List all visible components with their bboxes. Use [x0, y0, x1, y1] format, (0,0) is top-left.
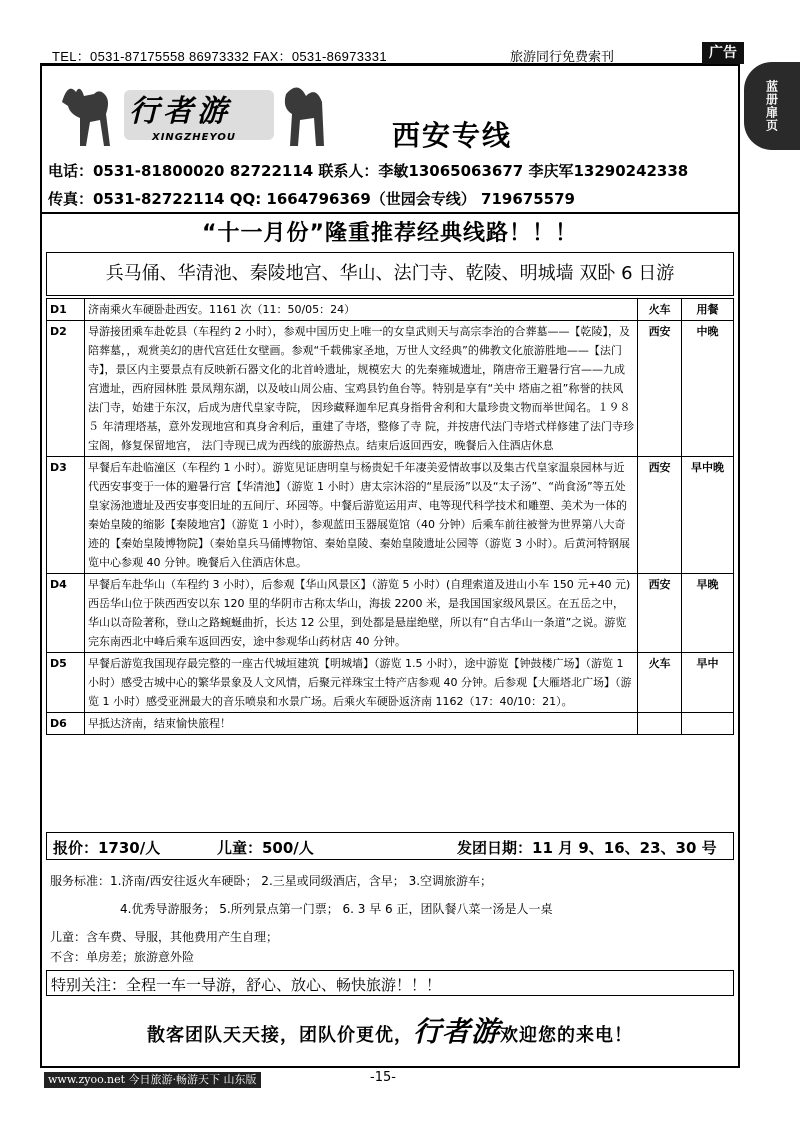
day-location: 火车 [638, 653, 682, 713]
table-row [47, 713, 734, 735]
footer [40, 1070, 740, 1090]
ad-label: 广告 [702, 42, 744, 64]
day-description: 早餐后车赴华山（车程约 3 小时），后参观【华山风景区】（游览 5 小时）(自理索道及进山小车 150 元+40 元)西岳华山位于陕西西安以东 120 里的华阴市古称太华山，海拔 2200 米，是我国国家级风景区。在五岳之中，华山以奇险著称，登山之路蜿蜒曲折，长达 12 公里，到处都是悬崖绝壁，所以有“自古华山一条道”之说。游览完东南西北中峰后乘车返回西安，途中参观华山药材店 40 分钟。 [84, 574, 637, 653]
contact-row-fax: 传真：0531-82722114 QQ: 1664796369（世园会专线） 719675579 [48, 190, 575, 208]
contact-row-phone: 电话：0531-81800020 82722114 联系人：李敏13065063677 李庆军13290242338 [48, 162, 689, 180]
slogan-part1: 散客团队天天接，团队价更优， [146, 1025, 413, 1046]
special-note: 特别关注：全程一车一导游，舒心、放心、畅快旅游！！！ [46, 970, 734, 996]
service-standard-line2: 4.优秀导游服务； 5.所列景点第一门票； 6. 3 早 6 正，团队餐八菜一汤是人一桌 [120, 902, 553, 916]
tour-title: 兵马俑、华清池、秦陵地宫、华山、法门寺、乾陵、明城墙 双卧 6 日游 [46, 252, 734, 296]
top-slogan: 旅游同行免费索刊 [510, 49, 615, 64]
table-row [47, 299, 734, 321]
day-description: 早餐后车赴临潼区（车程约 1 小时）。游览见证唐明皇与杨贵妃千年凄美爱情故事以及集古代皇家温泉园林与近代西安事变于一体的避暑行宫【华清池】（游览 1 小时）唐太宗沐浴的“星辰汤”以及“太子汤”、“尚食汤”等五处皇家汤池遗址及西安事变旧址的五间厅、环园等。中餐后游览运用声、电等现代科学技术和雕塑、美术为一体的秦始皇陵的缩影【秦陵地宫】（游览 1 小时），参观蓝田玉器展览馆（40 分钟）后乘车前往被誉为世界第八大奇迹的【秦始皇陵博物院】（秦始皇兵马俑博物馆、秦始皇陵、秦始皇陵遗址公园等（游览 3 小时）。后黄河特钢展览中心参观 40 分钟。晚餐后入住酒店休息。 [84, 457, 637, 574]
day-label: D2 [47, 321, 85, 457]
top-contact-text: TEL：0531-87175558 86973332 FAX：0531-86973331 [52, 49, 387, 64]
logo-subtext: XINGZHEYOU [152, 132, 236, 143]
day-location: 西安 [638, 321, 682, 457]
line-title: 西安专线 [392, 119, 513, 152]
logo-text: 行者游 [129, 94, 231, 129]
day-meals: 中晚 [682, 321, 734, 457]
headline: “十一月份”隆重推荐经典线路！！！ [202, 221, 578, 246]
day-description: 早抵达济南，结束愉快旅程！ [84, 713, 637, 735]
table-row [47, 457, 734, 574]
day-label: D3 [47, 457, 85, 574]
child-note: 儿童：含车费、导服，其他费用产生自理； [50, 930, 279, 944]
day-label: D1 [47, 299, 85, 321]
column-header-meal: 用餐 [682, 299, 734, 321]
price-row [46, 832, 734, 860]
day-label: D5 [47, 653, 85, 713]
day-meals: 早中 [682, 653, 734, 713]
column-header-transport: 火车 [638, 299, 682, 321]
day-meals: 早晚 [682, 574, 734, 653]
day-meals: 早中晚 [682, 457, 734, 574]
day-location: 西安 [638, 457, 682, 574]
adult-price: 报价：1730/人 [53, 839, 161, 857]
brand-logo [54, 74, 334, 164]
day-label: D4 [47, 574, 85, 653]
service-standard-line1: 服务标准：1.济南/西安往返火车硬卧； 2.三星或同级酒店，含早； 3.空调旅游车； [50, 874, 493, 888]
day-location [638, 713, 682, 735]
footer-site: www.zyoo.net 今日旅游·畅游天下 山东版 [44, 1072, 261, 1088]
day-description: 早餐后游览我国现存最完整的一座古代城垣建筑【明城墙】（游览 1.5 小时），途中游览【钟鼓楼广场】（游览 1 小时）感受古城中心的繁华景象及人文风情，后聚元祥珠宝土特产店参观 40 分钟。后参观【大雁塔北广场】（游览 1 小时）感受亚洲最大的音乐喷泉和水景广场。后乘火车硬卧返济南 1162（17：40/10：21）。 [84, 653, 637, 713]
side-tab: 蓝册扉页 [744, 62, 800, 150]
header-divider [42, 212, 738, 214]
slogan-brand: 行者游 [412, 1015, 500, 1048]
day-description: 济南乘火车硬卧赴西安。1161 次（11：50/05：24） [84, 299, 637, 321]
page-number: -15- [370, 1070, 396, 1085]
table-row [47, 321, 734, 457]
top-contact-bar [40, 44, 740, 64]
excluded-note: 不含：单房差；旅游意外险 [50, 950, 195, 964]
table-row [47, 574, 734, 653]
ad-frame [40, 64, 740, 1068]
day-location: 西安 [638, 574, 682, 653]
itinerary-table [46, 298, 734, 735]
bottom-slogan [42, 1010, 738, 1050]
table-row [47, 653, 734, 713]
day-label: D6 [47, 713, 85, 735]
child-price: 儿童：500/人 [217, 839, 314, 857]
day-meals [682, 713, 734, 735]
slogan-part2: 欢迎您的来电！ [500, 1025, 633, 1046]
departure-dates: 发团日期：11 月 9、16、23、30 号 [457, 839, 717, 857]
day-description: 导游接团乘车赴乾县（车程约 2 小时），参观中国历史上唯一的女皇武则天与高宗李治的合葬墓——【乾陵】，及陪葬墓，，观赏美幻的唐代宫廷仕女壁画。参观“千载佛家圣地，万世人文经典”的佛教文化旅游胜地——【法门寺】，景区内主要景点有反映新石器文化的北首岭遗址，规模宏大 的先秦雍城遗址，隋唐帝王避暑行宫——九成宫遗址，西府园林胜 景凤翔东湖，以及岐山周公庙、宝鸡县钓鱼台等。特别是享有“关中 塔庙之祖”称誉的扶风法门寺，始建于东汉，后成为唐代皇家寺院， 因珍藏释迦牟尼真身指骨舍利和大量珍贵文物而举世闻名。１９８５ 年清理塔基，意外发现地宫和真身舍利后，重建了寺塔，整修了寺 院，并按唐代法门寺塔式样修建了法门寺珍宝阁，修复保留地宫， 法门寺现已成为西线的旅游热点。结束后返回西安，晚餐后入住酒店休息 [84, 321, 637, 457]
